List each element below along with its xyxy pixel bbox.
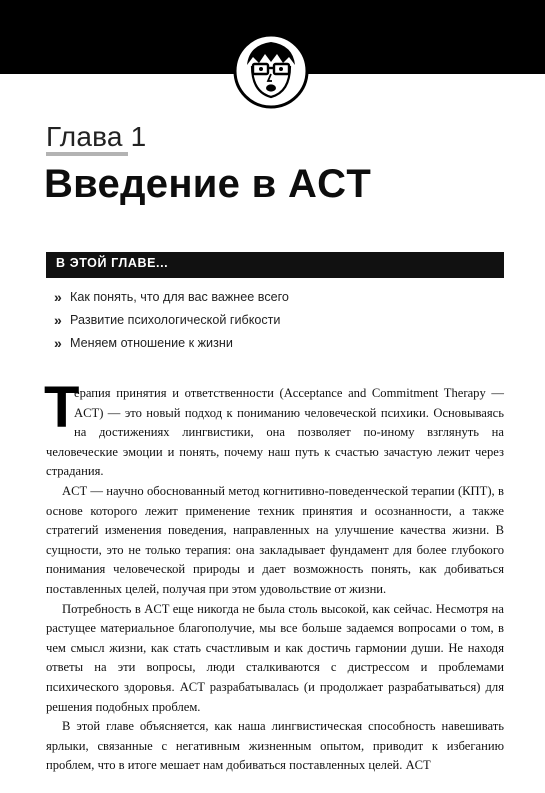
in-this-chapter-heading: В ЭТОЙ ГЛАВЕ... — [56, 256, 169, 270]
body-text — [44, 375, 504, 776]
chapter-title: Введение в ACT — [44, 162, 372, 206]
bullet-marker: » — [54, 288, 62, 305]
in-this-chapter-bar — [46, 252, 504, 278]
drop-cap — [44, 375, 80, 440]
chapter-number: Глава 1 — [46, 121, 147, 152]
bullet-marker: » — [54, 334, 62, 351]
chapter-number-underline — [46, 152, 128, 156]
dummies-mascot-icon — [233, 33, 309, 109]
paragraph: ерапия принятия и ответственности (Acceptance and Commitment Therapy — ACT) — это новый подход к пониманию человеческой психики. Основываясь на достижениях лингвистики, она позволяет по-иному взглянуть на человеческие эмоции и понять, почему наш путь к счастью зачастую лежит через страдания. — [46, 386, 504, 479]
list-item — [54, 308, 289, 331]
list-item-text: Развитие психологической гибкости — [70, 312, 281, 327]
list-item — [54, 331, 289, 354]
chapter-topics-list — [54, 285, 289, 354]
bullet-marker: » — [54, 311, 62, 328]
list-item-text: Меняем отношение к жизни — [70, 335, 233, 350]
list-item-text: Как понять, что для вас важнее всего — [70, 289, 289, 304]
paragraph: ACT — научно обоснованный метод когнитивно-поведенческой терапии (КПТ), в основе которого лежит применение техник принятия и осознанности, а также стратегий изменения поведения, направленных на улучшение качества жизни. В сущности, это не только терапия: она закладывает фундамент для более глубокого понимания человеческой природы и дает возможность понять, как добиваться поставленных целей, получая при этом удовольствие от жизни. — [46, 483, 504, 596]
list-item — [54, 285, 289, 308]
paragraph: В этой главе объясняется, как наша лингвистическая способность навешивать ярлыки, связанные с негативным жизненным опытом, приводит к избеганию проблем, что в итоге мешает нам добиваться поставленных целей. ACT — [46, 719, 504, 773]
drop-cap-letter: Т — [44, 375, 80, 440]
paragraph: Потребность в ACT еще никогда не была столь высокой, как сейчас. Несмотря на растущее материальное благополучие, мы все больше задаемся вопросами о том, в чем смысл жизни, как стать счастливым и как достичь гармонии души. Не находя ответы на эти вопросы, люди сталкиваются с дистрессом и проблемами психического здоровья. ACT разрабатывалась (и продолжает разрабатываться) для решения подобных проблем. — [46, 601, 504, 714]
